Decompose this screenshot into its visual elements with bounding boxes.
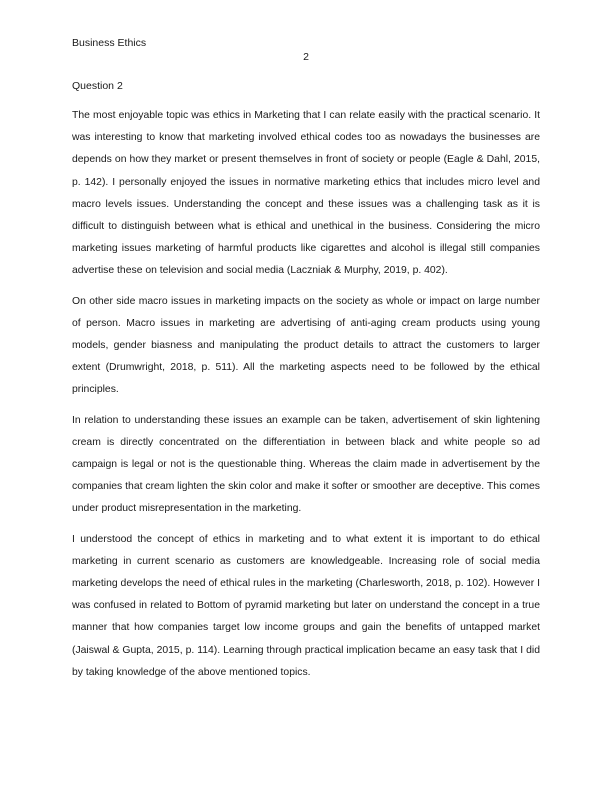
question-heading: Question 2 <box>72 80 123 92</box>
page-number: 2 <box>303 51 309 63</box>
paragraph-4: I understood the concept of ethics in marketing and to what extent it is important to do ethical marketing in current scenario as customers are knowledgeable. Increasing role of social media marketing develops the need of ethical rules in the marketing (Charlesworth, 2018, p. 102). However I was confused in related to Bottom of pyramid marketing but later on understand the concept in a true manner that how companies target low income groups and gain the benefits of untapped market (Jaiswal & Gupta, 2015, p. 114). Learning through practical implication became an easy task that I did by taking knowledge of the above mentioned topics. <box>72 533 540 678</box>
paragraph-3: In relation to understanding these issues an example can be taken, advertisement of skin lightening cream is directly concentrated on the differentiation in between black and white people so ad campaign is legal or not is the questionable thing. Whereas the claim made in advertisement by the companies that cream lighten the skin color and make it softer or smoother are deceptive. This comes under product misrepresentation in the marketing. <box>72 414 540 515</box>
paragraph-1: The most enjoyable topic was ethics in Marketing that I can relate easily with the practical scenario. It was interesting to know that marketing involved ethical codes too as nowadays the businesses are depends on how they market or present themselves in front of society or people (Eagle & Dahl, 2015, p. 142). I personally enjoyed the issues in normative marketing ethics that includes micro level and macro levels issues. Understanding the concept and these issues was a challenging task as it is difficult to distinguish between what is ethical and unethical in the business. Considering the micro marketing issues marketing of harmful products like cigarettes and alcohol is illegal still companies advertise these on television and social media (Laczniak & Murphy, 2019, p. 402). <box>72 110 540 277</box>
running-head: Business Ethics <box>72 37 147 49</box>
document-body <box>72 75 540 692</box>
paragraph-2: On other side macro issues in marketing impacts on the society as whole or impact on large number of person. Macro issues in marketing are advertising of anti-aging cream products using young models, gender biasness and manipulating the product details to attract the customers to larger extent (Drumwright, 2018, p. 511). All the marketing aspects need to be followed by the ethical principles. <box>72 295 540 396</box>
